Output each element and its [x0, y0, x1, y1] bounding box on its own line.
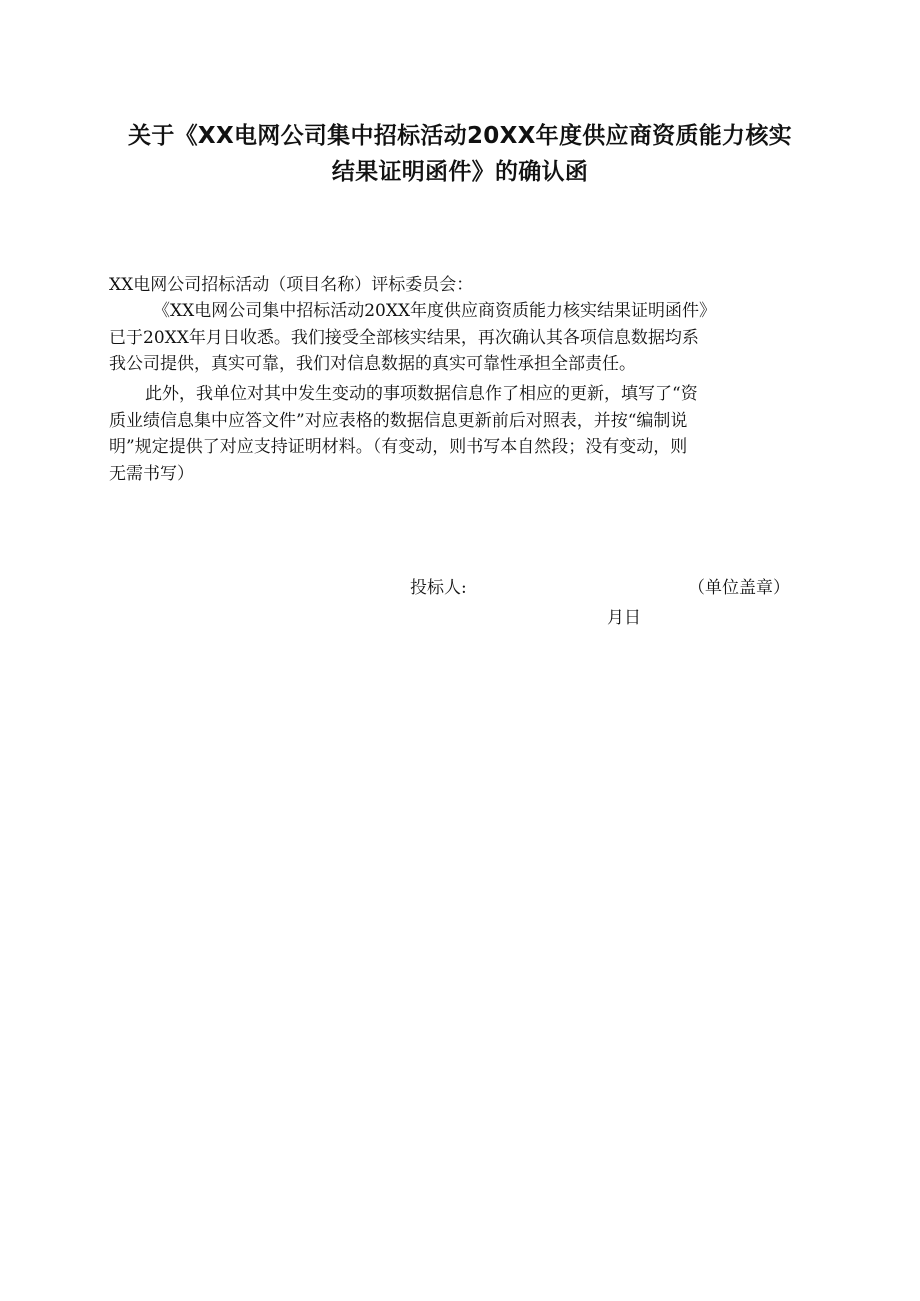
- paragraph-2-line: 无需书写）: [109, 463, 194, 484]
- salutation: XX电网公司招标活动（项目名称）评标委员会：: [109, 275, 474, 295]
- paragraph-2-line: 此外，我单位对其中发生变动的事项数据信息作了相应的更新，填写了“资: [145, 384, 698, 404]
- title-line-1: 关于《XX电网公司集中招标活动20XX年度供应商资质能力核实: [128, 123, 792, 149]
- paragraph-2-line: 质业绩信息集中应答文件”对应表格的数据信息更新前后对照表，并按“编制说: [109, 410, 688, 431]
- paragraph-1-line: 我公司提供，真实可靠，我们对信息数据的真实可靠性承担全部责任。: [109, 354, 636, 374]
- paragraph-2-line: 明”规定提供了对应支持证明材料。（有变动，则书写本自然段；没有变动，则: [109, 437, 688, 457]
- paragraph-1: [109, 298, 821, 378]
- document-title: [100, 118, 820, 190]
- title-line-2: 结果证明函件》的确认函: [331, 159, 589, 185]
- bidder-signature-label: 投标人:: [410, 578, 467, 598]
- company-seal-label: （单位盖章）: [688, 578, 790, 598]
- date-label: 月日: [607, 608, 641, 628]
- paragraph-1-line: 《XX电网公司集中招标活动20XX年度供应商资质能力核实结果证明函件》: [153, 301, 717, 321]
- paragraph-1-line: 已于20XX年月日收悉。我们接受全部核实结果，再次确认其各项信息数据均系: [109, 327, 699, 348]
- paragraph-2: [109, 381, 821, 487]
